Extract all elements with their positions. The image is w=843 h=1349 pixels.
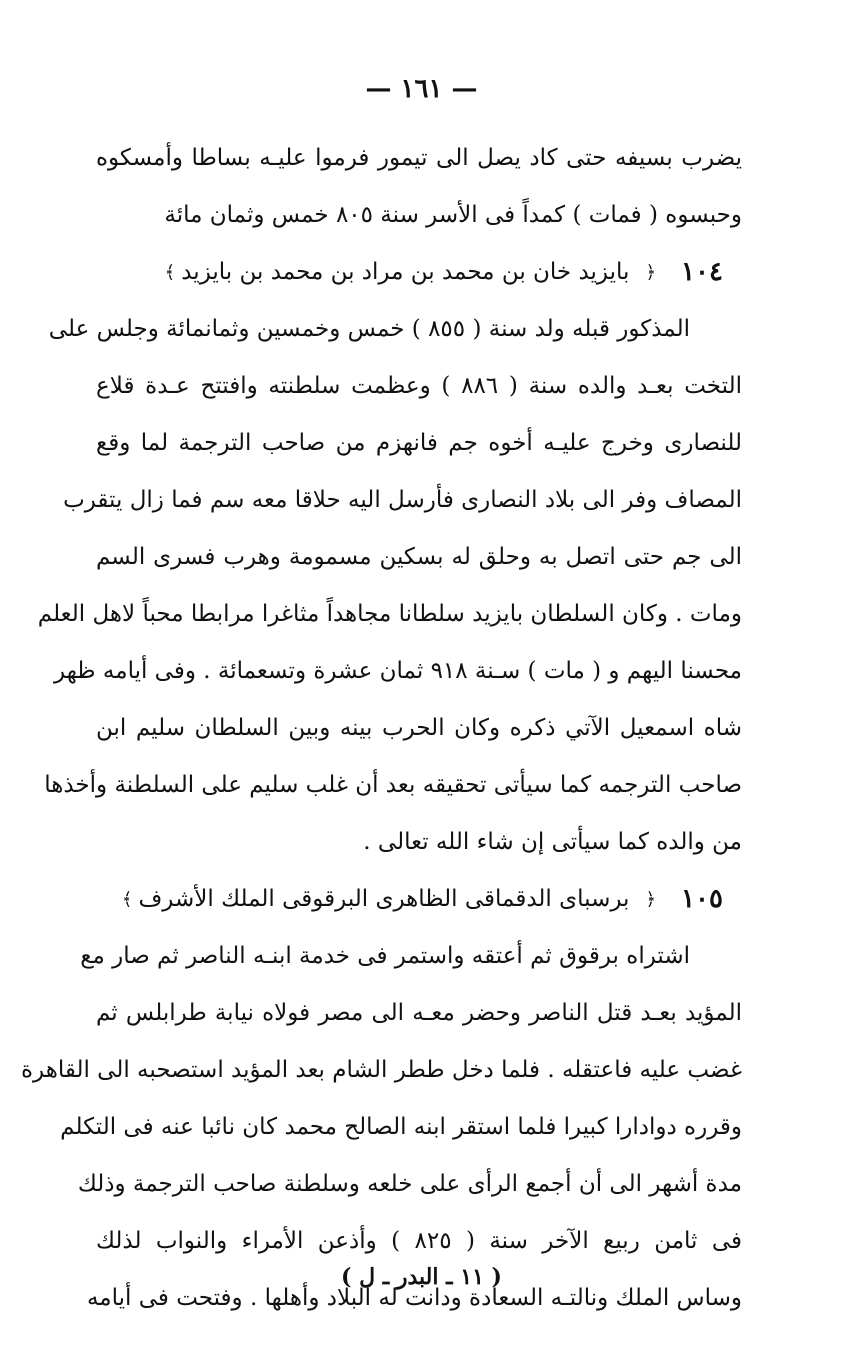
text-line: للنصارى وخرج عليـه أخوه جم فانهزم من صاحب الترجمة لما وقع — [96, 430, 742, 456]
text-line: محسنا اليهم و ( مات ) سـنة ٩١٨ ثمان عشرة وتسعمائة . وفى أيامه ظهر — [54, 658, 742, 684]
ornament-close: ﴾ — [121, 889, 133, 910]
body-text — [20, 130, 742, 1327]
text-line: من والده كما سيأتى إن شاء الله تعالى . — [363, 829, 742, 855]
text-line: اشتراه برقوق ثم أعتقه واستمر فى خدمة ابنـه الناصر ثم صار مع — [80, 943, 690, 969]
text-line: وقرره دوادارا كبيرا فلما استقر ابنه الصالح محمد كان نائبا عنه فى التكلم — [60, 1114, 742, 1140]
text-line: ومات . وكان السلطان بايزيد سلطانا مجاهداً مثاغرا مرابطا محباً لاهل العلم — [37, 601, 742, 627]
page-number: — ١٦١ — — [365, 74, 478, 104]
ornament-close: ﴾ — [164, 262, 176, 283]
text-line: غضب عليه فاعتقله . فلما دخل ططر الشام بعد المؤيد استصحبه الى القاهرة — [20, 1057, 742, 1083]
ornament-open: ﴿ — [645, 889, 656, 910]
text-line: شاه اسمعيل الآتي ذكره وكان الحرب بينه وبين السلطان سليم ابن — [96, 715, 742, 741]
text-line: فى ثامن ربيع الآخر سنة ( ٨٢٥ ) وأذعن الأمراء والنواب لذلك — [96, 1228, 742, 1254]
text-line: صاحب الترجمه كما سيأتى تحقيقه بعد أن غلب سليم على السلطنة وأخذها — [44, 772, 742, 798]
text-line: المذكور قبله ولد سنة ( ٨٥٥ ) خمس وخمسين وثمانمائة وجلس على — [48, 316, 690, 342]
entry-number: ١٠٤ — [681, 257, 723, 287]
text-line: الى جم حتى اتصل به وحلق له بسكين مسمومة وهرب فسرى السم — [96, 544, 742, 570]
text-line: وساس الملك ونالتـه السعادة ودانت له البلاد وأهلها . وفتحت فى أيامه — [86, 1285, 742, 1311]
entry-heading-105 — [96, 871, 742, 928]
text-line: المصاف وفر الى بلاد النصارى فأرسل اليه حلاقا معه سم فما زال يتقرب — [63, 487, 742, 513]
entry-number: ١٠٥ — [681, 884, 723, 914]
entry-title: برسباى الدقماقى الظاهرى البرقوقى الملك الأشرف — [138, 886, 630, 912]
text-line: وحبسوه ( فمات ) كمداً فى الأسر سنة ٨٠٥ خمس وثمان مائة — [164, 202, 742, 228]
text-line: المؤيد بعـد قتل الناصر وحضر معـه الى مصر فولاه نيابة طرابلس ثم — [96, 1000, 742, 1026]
entry-title: بايزيد خان بن محمد بن مراد بن محمد بن بايزيد — [181, 259, 630, 285]
footer-signature: ( ١١ ـ البدر ـ ل ) — [341, 1264, 502, 1290]
text-line: مدة أشهر الى أن أجمع الرأى على خلعه وسلطنة صاحب الترجمة وذلك — [77, 1171, 742, 1197]
text-line: يضرب بسيفه حتى كاد يصل الى تيمور فرموا عليـه بساطا وأمسكوه — [96, 145, 742, 171]
ornament-open: ﴿ — [645, 262, 656, 283]
entry-heading-104 — [96, 244, 742, 301]
text-line: التخت بعـد والده سنة ( ٨٨٦ ) وعظمت سلطنته وافتتح عـدة قلاع — [96, 373, 742, 399]
